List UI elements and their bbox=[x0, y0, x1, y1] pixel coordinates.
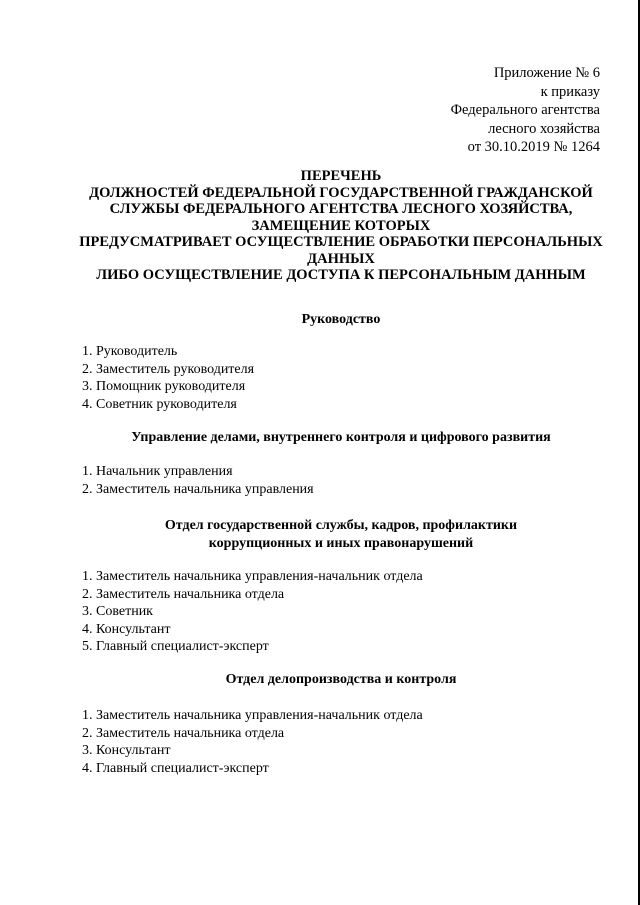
list-item: 3. Консультант bbox=[82, 743, 171, 759]
appendix-line: лесного хозяйства bbox=[488, 120, 600, 137]
section-heading-line: Управление делами, внутреннего контроля и цифрового развития bbox=[131, 430, 551, 445]
list-item: 4. Главный специалист-эксперт bbox=[82, 760, 269, 776]
list-item: 2. Заместитель начальника отдела bbox=[82, 725, 285, 741]
title-line: ЗАМЕЩЕНИЕ КОТОРЫХ bbox=[251, 217, 431, 234]
list-item: 5. Главный специалист-эксперт bbox=[82, 639, 269, 655]
section-heading-line: Руководство bbox=[301, 312, 381, 327]
list-item: 1. Начальник управления bbox=[82, 464, 233, 479]
title-line: ДОЛЖНОСТЕЙ ФЕДЕРАЛЬНОЙ ГОСУДАРСТВЕННОЙ ГРАЖДАНСКОЙ bbox=[89, 184, 593, 201]
list-item: 1. Заместитель начальника управления-начальник отдела bbox=[82, 708, 423, 723]
list-item: 3. Советник bbox=[82, 604, 153, 620]
list-item: 1. Заместитель начальника управления-начальник отдела bbox=[82, 569, 423, 584]
appendix-line: Приложение № 6 bbox=[493, 65, 600, 81]
appendix-line: Федерального агентства bbox=[450, 102, 600, 118]
section-heading bbox=[20, 429, 640, 447]
list-item: 4. Советник руководителя bbox=[82, 396, 237, 412]
section-heading bbox=[20, 311, 640, 329]
section-heading-line: Отдел государственной службы, кадров, профилактики bbox=[164, 518, 518, 533]
section-heading bbox=[20, 671, 640, 689]
section-list bbox=[82, 707, 423, 777]
section-list bbox=[82, 463, 314, 498]
title-line: ДАННЫХ bbox=[307, 250, 375, 267]
title-line: ПРЕДУСМАТРИВАЕТ ОСУЩЕСТВЛЕНИЕ ОБРАБОТКИ ПЕРСОНАЛЬНЫХ bbox=[79, 234, 603, 250]
appendix-block bbox=[451, 64, 600, 157]
title-line: ПЕРЕЧЕНЬ bbox=[300, 168, 382, 184]
appendix-line: к приказу bbox=[540, 83, 600, 100]
section-heading-line: коррупционных и иных правонарушений bbox=[208, 536, 474, 551]
list-item: 2. Заместитель начальника управления bbox=[82, 481, 314, 497]
section-list bbox=[82, 568, 423, 656]
list-item: 3. Помощник руководителя bbox=[82, 379, 246, 395]
list-item: 2. Заместитель руководителя bbox=[82, 361, 255, 377]
title-line: ЛИБО ОСУЩЕСТВЛЕНИЕ ДОСТУПА К ПЕРСОНАЛЬНЫМ ДАННЫМ bbox=[96, 267, 586, 283]
document-title bbox=[40, 168, 640, 284]
list-item: 2. Заместитель начальника отдела bbox=[82, 586, 285, 602]
section-heading bbox=[20, 517, 640, 553]
section-list bbox=[82, 343, 254, 413]
list-item: 1. Руководитель bbox=[82, 344, 178, 359]
list-item: 4. Консультант bbox=[82, 621, 171, 637]
section-heading-line: Отдел делопроизводства и контроля bbox=[225, 672, 457, 687]
title-line: СЛУЖБЫ ФЕДЕРАЛЬНОГО АГЕНТСТВА ЛЕСНОГО ХОЗЯЙСТВА, bbox=[109, 201, 573, 217]
appendix-line: от 30.10.2019 № 1264 bbox=[467, 139, 600, 155]
